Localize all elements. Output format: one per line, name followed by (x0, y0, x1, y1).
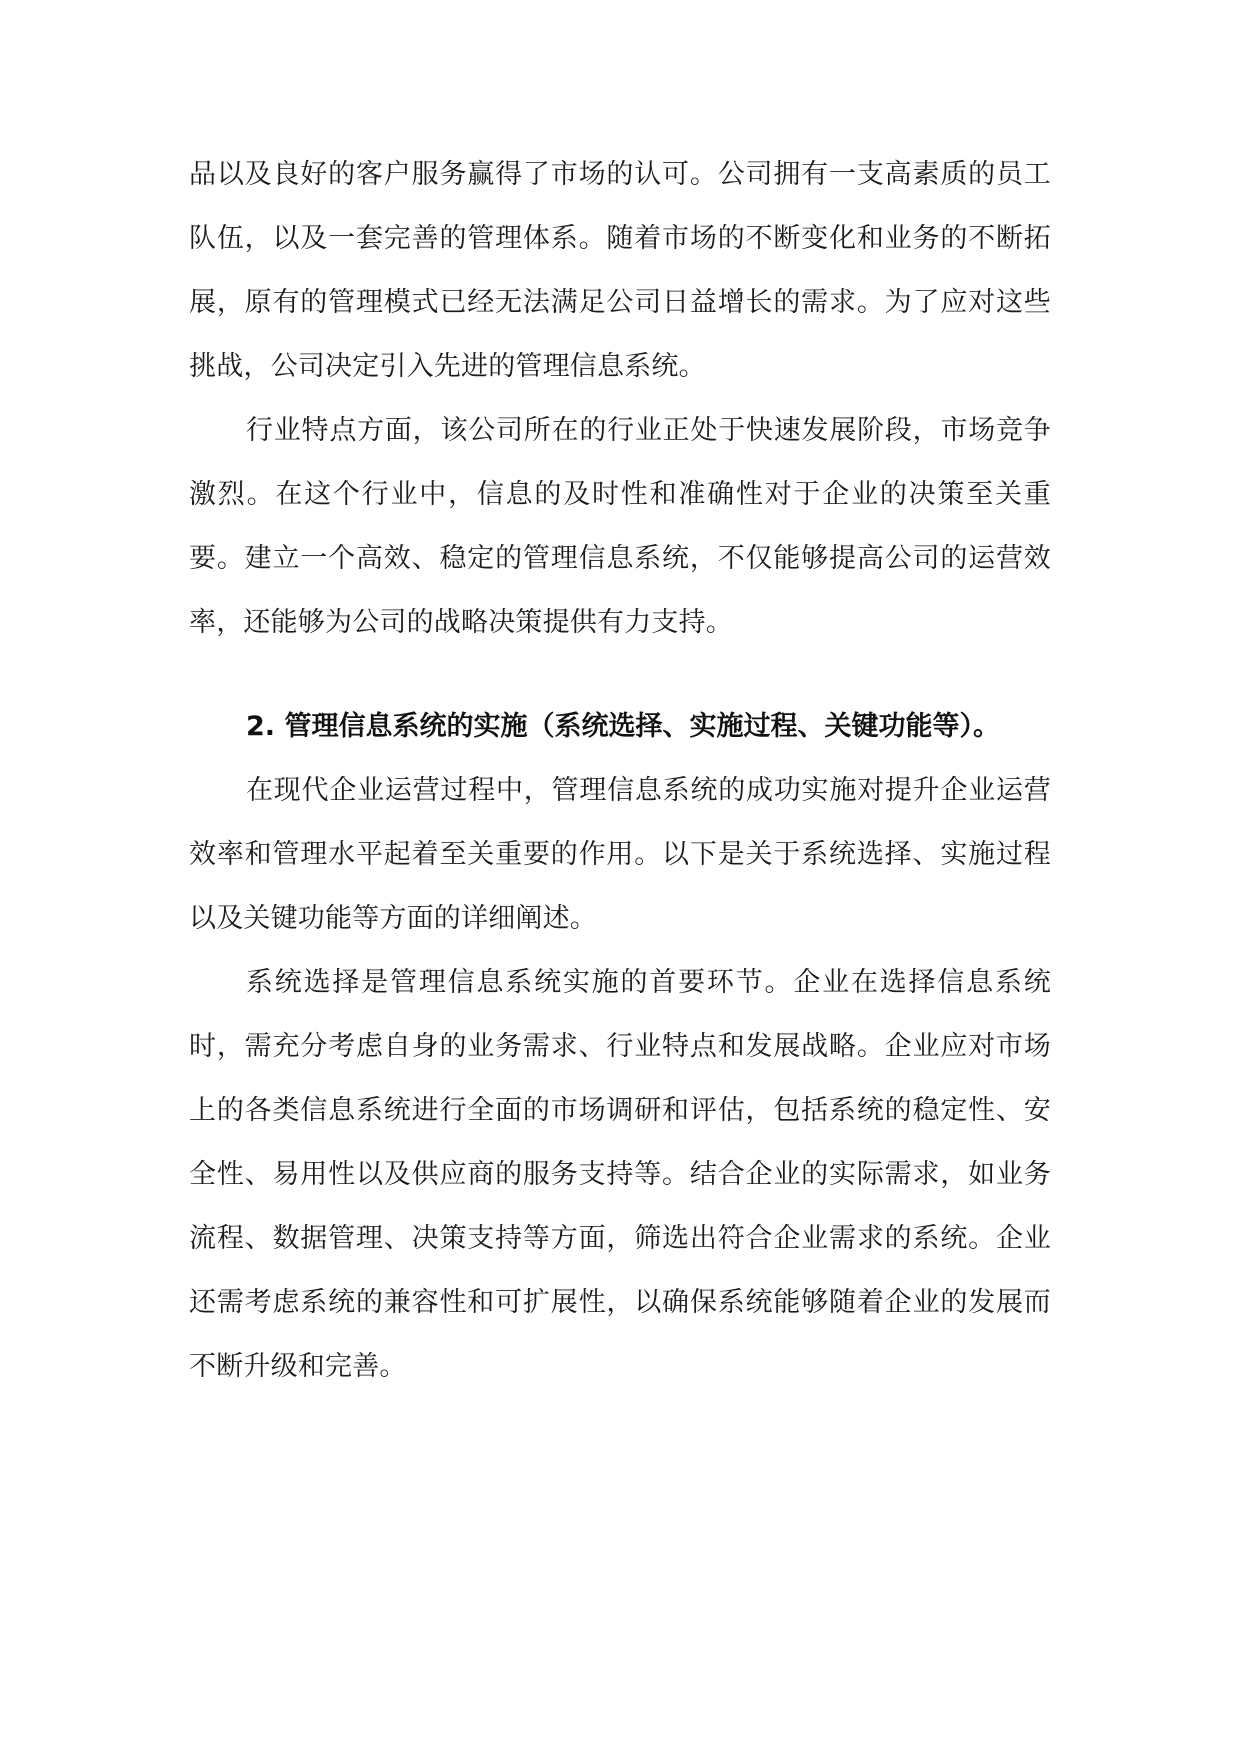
paragraph-industry-characteristics: 行业特点方面，该公司所在的行业正处于快速发展阶段，市场竞争激烈。在这个行业中，信息的及时性和准确性对于企业的决策至关重要。建立一个高效、稳定的管理信息系统，不仅能够提高公司的运营效率，还能够为公司的战略决策提供有力支持。 (189, 415, 1051, 638)
section-heading: 2. 管理信息系统的实施（系统选择、实施过程、关键功能等）。 (246, 711, 1000, 742)
paragraph-implementation-intro: 在现代企业运营过程中，管理信息系统的成功实施对提升企业运营效率和管理水平起着至关重要的作用。以下是关于系统选择、实施过程以及关键功能等方面的详细阐述。 (189, 775, 1051, 934)
paragraph-system-selection: 系统选择是管理信息系统实施的首要环节。企业在选择信息系统时，需充分考虑自身的业务需求、行业特点和发展战略。企业应对市场上的各类信息系统进行全面的市场调研和评估，包括系统的稳定性、安全性、易用性以及供应商的服务支持等。结合企业的实际需求，如业务流程、数据管理、决策支持等方面，筛选出符合企业需求的系统。企业还需考虑系统的兼容性和可扩展性，以确保系统能够随着企业的发展而不断升级和完善。 (189, 967, 1051, 1382)
document-body (189, 143, 1051, 1399)
paragraph-company-background: 品以及良好的客户服务赢得了市场的认可。公司拥有一支高素质的员工队伍，以及一套完善的管理体系。随着市场的不断变化和业务的不断拓展，原有的管理模式已经无法满足公司日益增长的需求。为了应对这些挑战，公司决定引入先进的管理信息系统。 (189, 159, 1051, 382)
